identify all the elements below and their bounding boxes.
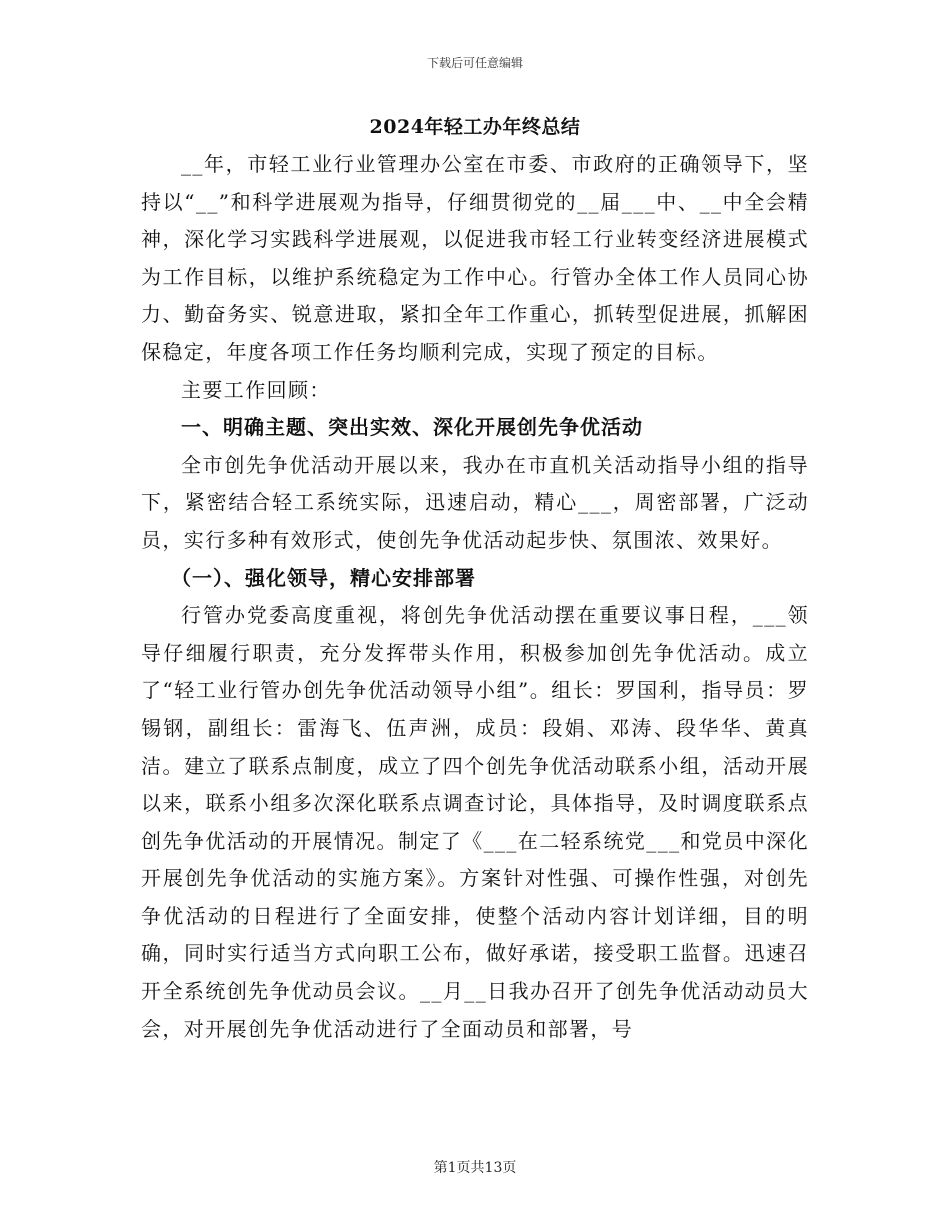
paragraph-intro: __年，市轻工业行业管理办公室在市委、市政府的正确领导下，坚持以“__”和科学进展观为指导，仔细贯彻党的__届___中、__中全会精神，深化学习实践科学进展观，以促进我市轻工行业转变经济进展模式为工作目标，以维护系统稳定为工作中心。行管办全体工作人员同心协力、勤奋务实、锐意进取，紧扣全年工作重心，抓转型促进展，抓解困保稳定，年度各项工作任务均顺利完成，实现了预定的目标。 bbox=[141, 152, 809, 364]
section-heading-1: 一、明确主题、突出实效、深化开展创先争优活动 bbox=[181, 415, 643, 440]
header-note: 下载后可任意编辑 bbox=[426, 56, 523, 70]
paragraph-review-label: 主要工作回顾： bbox=[181, 377, 331, 402]
paragraph-subsection-1: 行管办党委高度重视，将创先争优活动摆在重要议事日程，___领导仔细履行职责，充分发挥带头作用，积极参加创先争优活动。成立了“轻工业行管办创先争优活动领导小组”。组长：罗国利，指导员：罗锡钢，副组长：雷海飞、伍声洲，成员：段娟、邓涛、段华华、黄真洁。建立了联系点制度，成立了四个创先争优活动联系小组，活动开展以来，联系小组多次深化联系点调查讨论，具体指导，及时调度联系点创先争优活动的开展情况。制定了《___在二轻系统党___和党员中深化开展创先争优活动的实施方案》。方案针对性强、可操作性强，对创先争优活动的日程进行了全面安排，使整个活动内容计划详细，目的明确，同时实行适当方式向职工公布，做好承诺，接受职工监督。迅速召开全系统创先争优动员会议。__月__日我办召开了创先争优活动动员大会，对开展创先争优活动进行了全面动员和部署，号 bbox=[141, 603, 809, 1041]
subsection-heading-1: （一）、强化领导，精心安排部署 bbox=[171, 565, 476, 590]
document-title: 2024年轻工办年终总结 bbox=[369, 116, 581, 138]
paragraph-section-1: 全市创先争优活动开展以来，我办在市直机关活动指导小组的指导下，紧密结合轻工系统实际，迅速启动，精心___，周密部署，广泛动员，实行多种有效形式，使创先争优活动起步快、氛围浓、效果好。 bbox=[141, 452, 809, 552]
page-number: 第1页共13页 bbox=[433, 1160, 517, 1176]
document-body bbox=[141, 146, 809, 1048]
